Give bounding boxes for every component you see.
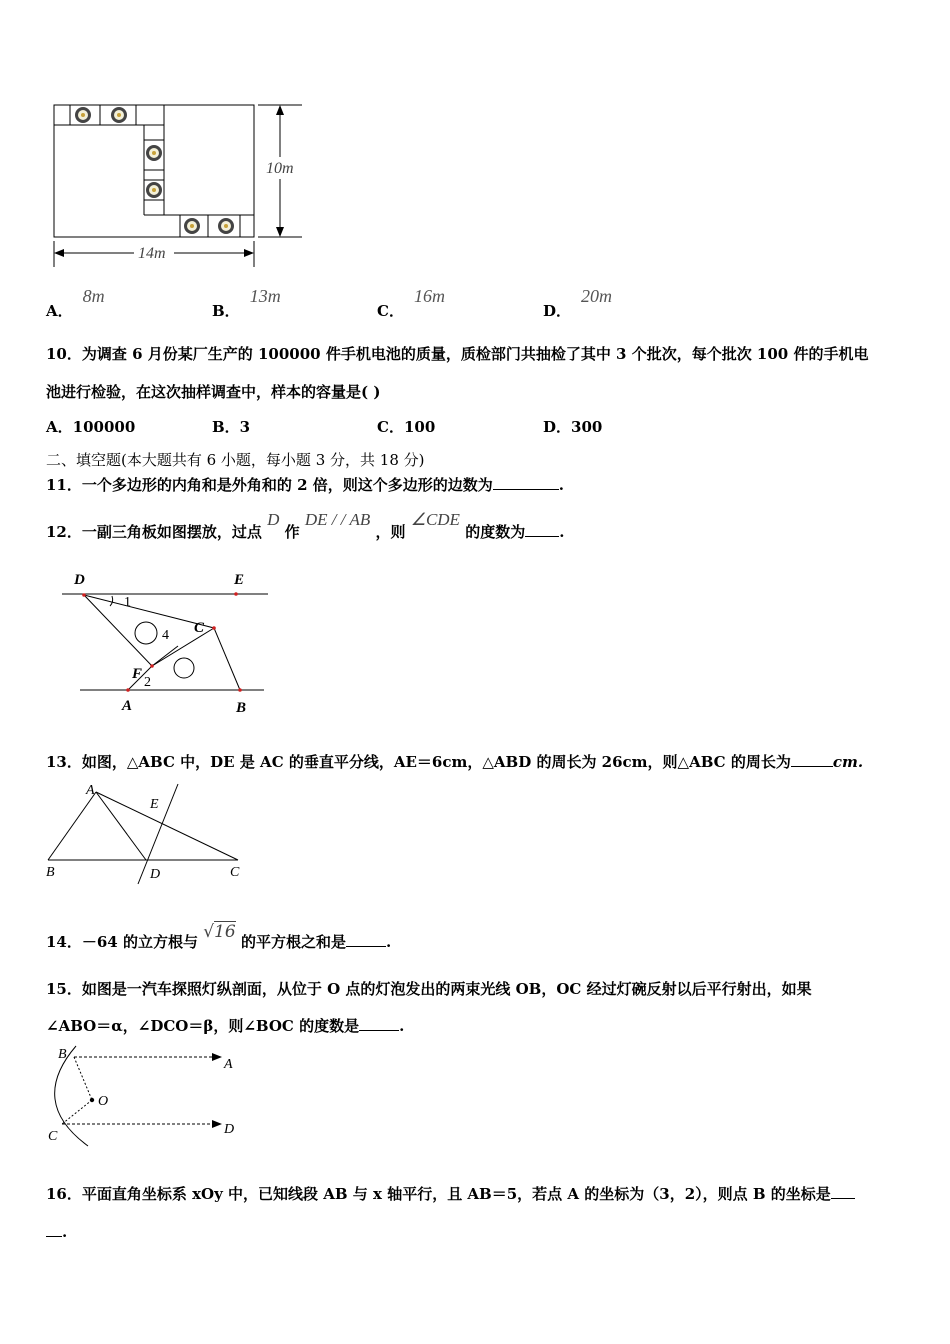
q12-mid2: ，则 bbox=[375, 523, 406, 541]
q12 bbox=[46, 510, 565, 542]
q9-garden-figure bbox=[40, 95, 320, 275]
q10-line2: 池进行检验，在这次抽样调查中，样本的容量是( ) bbox=[46, 383, 381, 401]
q13-label-b: B bbox=[46, 865, 55, 880]
q9-option-c-letter: C． bbox=[377, 302, 404, 320]
q9-height-label: 10m bbox=[266, 160, 294, 177]
q12-parallel: DE / / AB bbox=[304, 510, 371, 529]
q12-label-1: 1 bbox=[124, 595, 131, 610]
q12-prefix: 12．一副三角板如图摆放，过点 bbox=[46, 523, 262, 541]
q12-label-d: D bbox=[74, 572, 85, 588]
q12-point: D bbox=[267, 510, 280, 529]
section-heading: 二、填空题(本大题共有 6 小题，每小题 3 分，共 18 分) bbox=[46, 451, 425, 469]
q12-suffix: 的度数为 bbox=[465, 523, 526, 541]
q16-end: . bbox=[62, 1223, 68, 1241]
q9-option-c[interactable] bbox=[377, 286, 445, 320]
q13-label-c: C bbox=[230, 865, 240, 880]
q9-option-a-value: 8m bbox=[82, 286, 105, 306]
q12-label-a: A bbox=[122, 698, 133, 714]
q16-answer-blank[interactable] bbox=[831, 1184, 855, 1199]
q10-line1: 10．为调查 6 月份某厂生产的 100000 件手机电池的质量，质检部门共抽检了其中 3 个批次，每个批次 100 件的手机电 bbox=[46, 345, 869, 363]
q15-line1: 15．如图是一汽车探照灯纵剖面，从位于 O 点的灯泡发出的两束光线 OB，OC 经过灯碗反射以后平行射出，如果 bbox=[46, 980, 812, 998]
q11-end: . bbox=[558, 476, 564, 494]
q15-headlight-figure bbox=[40, 1040, 250, 1152]
q15-label-a: A bbox=[224, 1057, 233, 1072]
q15-answer-blank[interactable] bbox=[359, 1016, 399, 1031]
q13-label-a: A bbox=[86, 783, 95, 798]
q10-option-d[interactable]: D．300 bbox=[543, 418, 603, 436]
q15-line2 bbox=[46, 1016, 404, 1036]
q9-option-d-letter: D． bbox=[543, 302, 572, 320]
q13-label-d: D bbox=[150, 867, 161, 882]
q9-option-c-value: 16m bbox=[413, 286, 445, 306]
q11 bbox=[46, 475, 564, 495]
q9-option-b-value: 13m bbox=[249, 286, 281, 306]
q10-option-c[interactable]: C．100 bbox=[377, 418, 436, 436]
q12-label-c: C bbox=[194, 620, 205, 636]
q16-line2 bbox=[46, 1222, 67, 1242]
q15-label-o: O bbox=[98, 1094, 109, 1109]
q15-end: . bbox=[399, 1017, 405, 1035]
q15-label-d: D bbox=[224, 1122, 235, 1137]
q15-line2-text: ∠ABO＝α，∠DCO＝β，则∠BOC 的度数是 bbox=[46, 1017, 360, 1035]
q10-option-a[interactable]: A．100000 bbox=[46, 418, 136, 436]
q9-option-d-value: 20m bbox=[581, 286, 613, 306]
q9-option-a[interactable] bbox=[46, 286, 105, 320]
q12-triangle-figure bbox=[58, 566, 278, 716]
q12-end: . bbox=[559, 523, 565, 541]
q13-answer-blank[interactable] bbox=[791, 752, 833, 767]
q13 bbox=[46, 752, 863, 772]
q14-suffix: 的平方根之和是 bbox=[240, 933, 346, 951]
q12-label-b: B bbox=[236, 700, 247, 716]
q16-line1 bbox=[46, 1184, 855, 1204]
q9-width-label: 14m bbox=[138, 245, 166, 262]
q14-answer-blank[interactable] bbox=[346, 932, 386, 947]
q10-option-b[interactable]: B．3 bbox=[212, 418, 251, 436]
q13-triangle-figure bbox=[42, 780, 252, 890]
q15-label-c: C bbox=[48, 1129, 58, 1144]
q13-unit: cm. bbox=[832, 753, 864, 771]
q12-label-2: 2 bbox=[144, 675, 151, 690]
q12-label-4: 4 bbox=[162, 628, 169, 643]
q9-option-b-letter: B． bbox=[212, 302, 240, 320]
q16-answer-blank-cont[interactable] bbox=[46, 1222, 62, 1237]
q15-label-b: B bbox=[58, 1047, 67, 1062]
q11-answer-blank[interactable] bbox=[493, 475, 559, 490]
q9-option-d[interactable] bbox=[543, 286, 613, 320]
q14-prefix: 14．－64 的立方根与 bbox=[46, 933, 198, 951]
q12-angle: ∠CDE bbox=[410, 510, 460, 529]
q14 bbox=[46, 922, 392, 952]
q13-label-e: E bbox=[150, 797, 159, 812]
q9-option-a-letter: A． bbox=[46, 302, 73, 320]
q14-sqrt: √16 bbox=[203, 922, 236, 942]
q13-text: 13．如图，△ABC 中，DE 是 AC 的垂直平分线，AE＝6cm，△ABD 的周长为 26cm，则△ABC 的周长为 bbox=[46, 753, 791, 771]
q9-option-b[interactable] bbox=[212, 286, 281, 320]
q16-text: 16．平面直角坐标系 xOy 中，已知线段 AB 与 x 轴平行，且 AB＝5，若点 A 的坐标为（3，2），则点 B 的坐标是 bbox=[46, 1185, 831, 1203]
q14-end: . bbox=[385, 933, 392, 951]
q12-label-e: E bbox=[234, 572, 245, 588]
q12-label-f: F bbox=[132, 666, 143, 682]
q14-radicand: 16 bbox=[214, 922, 236, 942]
q11-text: 11．一个多边形的内角和是外角和的 2 倍，则这个多边形的边数为 bbox=[46, 476, 493, 494]
q12-mid1: 作 bbox=[284, 523, 300, 541]
q12-answer-blank[interactable] bbox=[525, 522, 559, 537]
